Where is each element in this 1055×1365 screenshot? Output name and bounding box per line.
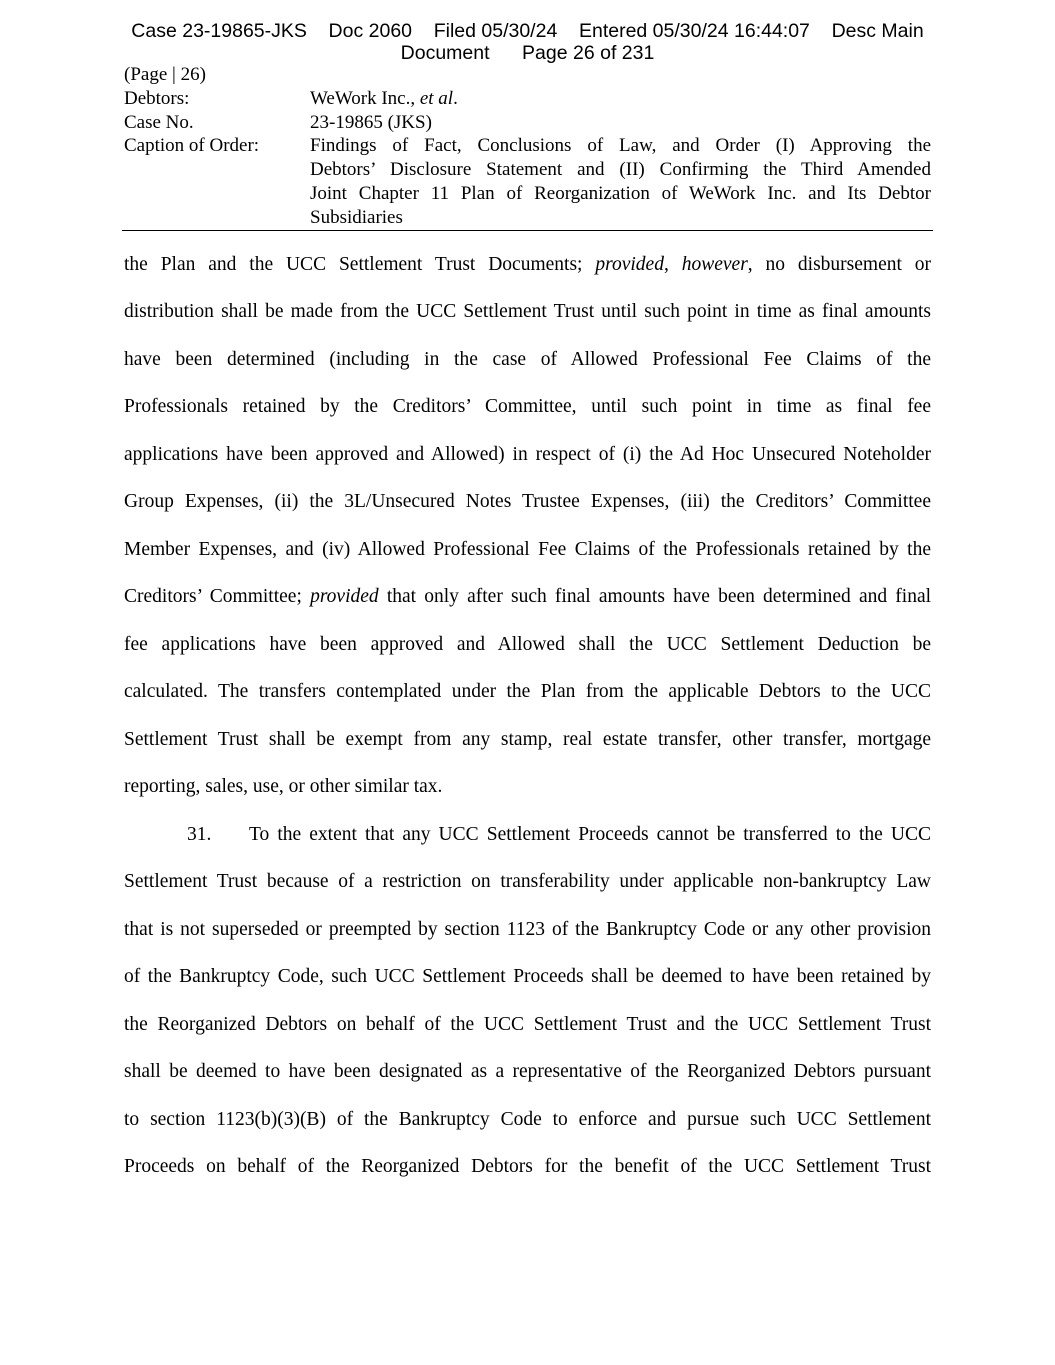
caption-line: Joint Chapter 11 Plan of Reorganization of WeWork Inc. and Its Debtor bbox=[310, 183, 931, 204]
body-line: applications have been approved and Allowed) in respect of (i) the Ad Hoc Unsecured Noteholder bbox=[124, 444, 931, 465]
case-number-label: Case No. bbox=[124, 112, 194, 133]
paragraph-number: 31. bbox=[187, 824, 212, 845]
body-line: of the Bankruptcy Code, such UCC Settlement Proceeds shall be deemed to have been retained by bbox=[124, 966, 931, 987]
body-line: have been determined (including in the case of Allowed Professional Fee Claims of the bbox=[124, 349, 931, 370]
body-line: Professionals retained by the Creditors’ Committee, until such point in time as final fee bbox=[124, 396, 931, 417]
caption-of-order-label: Caption of Order: bbox=[124, 135, 260, 156]
body-line: Settlement Trust because of a restriction on transferability under applicable non-bankruptcy Law bbox=[124, 871, 931, 892]
body-line: to section 1123(b)(3)(B) of the Bankruptcy Code to enforce and pursue such UCC Settlement bbox=[124, 1109, 931, 1130]
body-line: Member Expenses, and (iv) Allowed Professional Fee Claims of the Professionals retained by the bbox=[124, 539, 931, 560]
body-line: fee applications have been approved and Allowed shall the UCC Settlement Deduction be bbox=[124, 634, 931, 655]
body-line: Creditors’ Committee; provided that only after such final amounts have been determined and final bbox=[124, 586, 932, 607]
body-line: the Plan and the UCC Settlement Trust Documents; provided, however, no disbursement or bbox=[124, 254, 932, 275]
caption-of-order-text bbox=[310, 134, 931, 230]
caption-divider bbox=[122, 230, 933, 231]
caption-line: Findings of Fact, Conclusions of Law, and Order (I) Approving the bbox=[310, 135, 931, 156]
debtors-label: Debtors: bbox=[124, 88, 190, 109]
body-line: the Reorganized Debtors on behalf of the UCC Settlement Trust and the UCC Settlement Trust bbox=[124, 1014, 931, 1035]
body-line: reporting, sales, use, or other similar tax. bbox=[124, 776, 443, 797]
debtors-value: WeWork Inc., et al. bbox=[310, 88, 458, 109]
body-line: To the extent that any UCC Settlement Proceeds cannot be transferred to the UCC bbox=[249, 824, 931, 845]
body-line: Settlement Trust shall be exempt from any stamp, real estate transfer, other transfer, mortgage bbox=[124, 729, 931, 750]
page-reference: (Page | 26) bbox=[124, 64, 206, 85]
filing-stamp-line1: Case 23-19865-JKS Doc 2060 Filed 05/30/24 Entered 05/30/24 16:44:07 Desc Main bbox=[131, 20, 924, 42]
body-line: calculated. The transfers contemplated under the Plan from the applicable Debtors to the UCC bbox=[124, 681, 931, 702]
body-line: that is not superseded or preempted by section 1123 of the Bankruptcy Code or any other provision bbox=[124, 919, 931, 940]
body-line: shall be deemed to have been designated as a representative of the Reorganized Debtors pursuant bbox=[124, 1061, 931, 1082]
caption-line: Debtors’ Disclosure Statement and (II) Confirming the Third Amended bbox=[310, 159, 931, 180]
body-line: distribution shall be made from the UCC Settlement Trust until such point in time as final amounts bbox=[124, 301, 931, 322]
caption-line: Subsidiaries bbox=[310, 207, 403, 228]
case-number-value: 23-19865 (JKS) bbox=[310, 112, 432, 133]
body-line: Group Expenses, (ii) the 3L/Unsecured Notes Trustee Expenses, (iii) the Creditors’ Committee bbox=[124, 491, 931, 512]
body-line: Proceeds on behalf of the Reorganized Debtors for the benefit of the UCC Settlement Trust bbox=[124, 1156, 931, 1177]
filing-stamp-line2: Document Page 26 of 231 bbox=[400, 42, 655, 64]
